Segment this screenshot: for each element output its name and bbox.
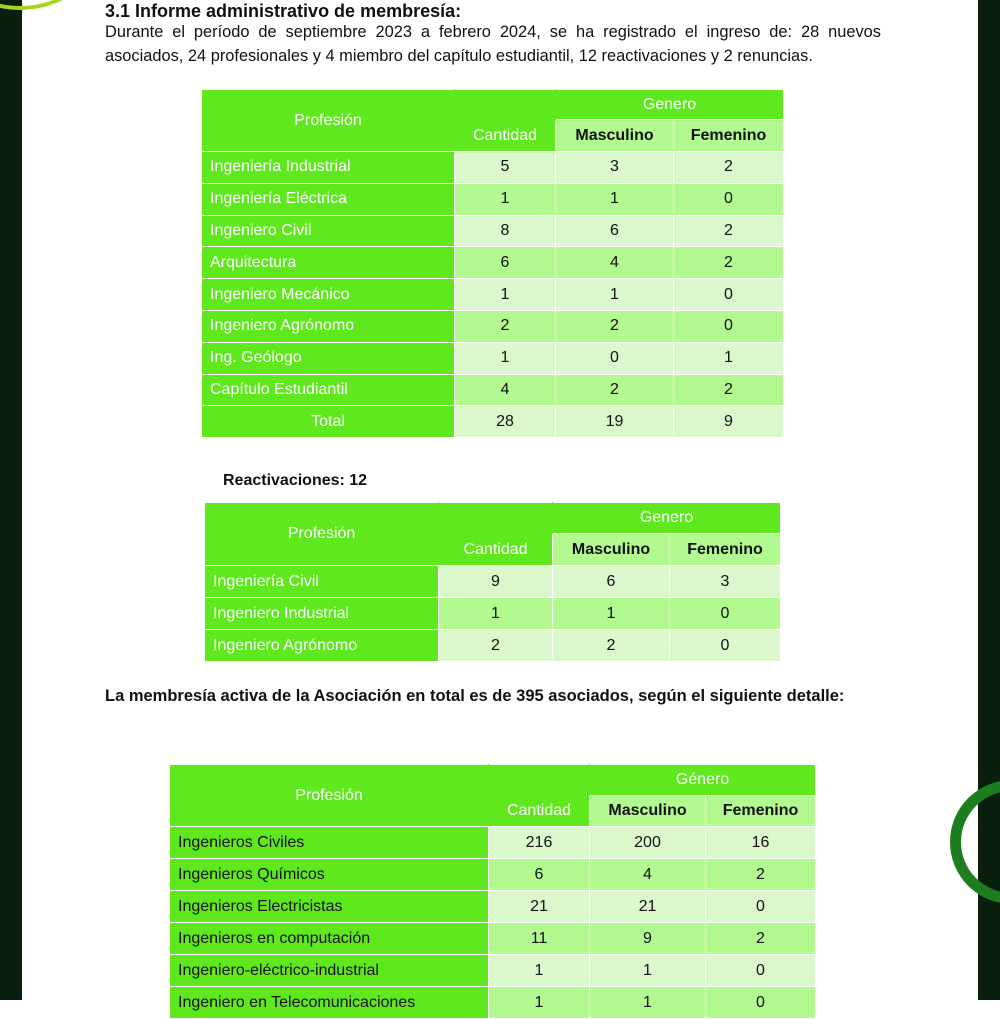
table-row	[202, 279, 784, 311]
female-cell: 16	[706, 827, 816, 859]
female-cell: 2	[674, 247, 784, 279]
header-blank	[455, 90, 556, 120]
female-cell: 0	[706, 891, 816, 923]
active-membership-paragraph: La membresía activa de la Asociación en total es de 395 asociados, según el siguiente detalle:	[105, 687, 845, 705]
quantity-cell: 6	[489, 859, 590, 891]
quantity-cell: 9	[439, 566, 553, 598]
profession-cell: Ingeniería Eléctrica	[202, 183, 455, 215]
male-cell: 3	[556, 152, 674, 184]
reactivations-label: Reactivaciones: 12	[223, 472, 368, 489]
female-cell: 0	[674, 310, 784, 342]
male-cell: 2	[556, 374, 674, 406]
male-cell: 21	[590, 891, 706, 923]
quantity-cell: 4	[455, 374, 556, 406]
decorative-ring	[950, 780, 1000, 904]
female-cell: 2	[674, 152, 784, 184]
header-profession: Profesión	[170, 765, 489, 827]
female-cell: 0	[706, 987, 816, 1019]
header-gender: Género	[590, 765, 816, 796]
female-cell: 2	[674, 215, 784, 247]
quantity-cell: 1	[439, 598, 553, 630]
header-male: Masculino	[590, 796, 706, 827]
reactivations-table	[204, 502, 781, 662]
quantity-cell: 2	[439, 630, 553, 662]
table-row	[202, 183, 784, 215]
header-female: Femenino	[706, 796, 816, 827]
male-cell: 4	[590, 859, 706, 891]
quantity-cell: 1	[455, 183, 556, 215]
female-cell: 0	[670, 630, 781, 662]
total-label: Total	[202, 406, 455, 438]
profession-cell: Ingeniero Agrónomo	[202, 310, 455, 342]
profession-cell: Ingeniero en Telecomunicaciones	[170, 987, 489, 1019]
female-cell: 2	[706, 859, 816, 891]
header-quantity: Cantidad	[489, 796, 590, 827]
table-row	[170, 859, 816, 891]
table-row	[170, 891, 816, 923]
table-row	[170, 955, 816, 987]
header-quantity: Cantidad	[455, 120, 556, 152]
male-cell: 1	[556, 183, 674, 215]
quantity-cell: 216	[489, 827, 590, 859]
profession-cell: Ingenieros Químicos	[170, 859, 489, 891]
male-cell: 2	[556, 310, 674, 342]
profession-cell: Capítulo Estudiantil	[202, 374, 455, 406]
quantity-cell: 8	[455, 215, 556, 247]
total-male: 19	[556, 406, 674, 438]
table-row	[202, 374, 784, 406]
quantity-cell: 1	[455, 279, 556, 311]
male-cell: 0	[556, 342, 674, 374]
table-row	[202, 342, 784, 374]
header-profession: Profesión	[205, 503, 439, 566]
male-cell: 1	[556, 279, 674, 311]
profession-cell: Ingenieros Electricistas	[170, 891, 489, 923]
profession-cell: Ingenieros en computación	[170, 923, 489, 955]
table-row	[202, 247, 784, 279]
profession-cell: Ingeniería Industrial	[202, 152, 455, 184]
table-row	[202, 152, 784, 184]
male-cell: 1	[590, 987, 706, 1019]
male-cell: 1	[553, 598, 670, 630]
header-blank	[439, 503, 553, 534]
male-cell: 1	[590, 955, 706, 987]
total-quantity: 28	[455, 406, 556, 438]
new-members-table	[201, 89, 784, 438]
section-heading: 3.1 Informe administrativo de membresía:	[105, 1, 462, 21]
total-row	[202, 406, 784, 438]
profession-cell: Ingeniería Civil	[205, 566, 439, 598]
table-row	[202, 215, 784, 247]
profession-cell: Ingeniero Agrónomo	[205, 630, 439, 662]
quantity-cell: 1	[489, 955, 590, 987]
profession-cell: Ingeniero Mecánico	[202, 279, 455, 311]
total-female: 9	[674, 406, 784, 438]
profession-cell: Ingeniero-eléctrico-industrial	[170, 955, 489, 987]
header-female: Femenino	[670, 534, 781, 566]
profession-cell: Ingeniero Industrial	[205, 598, 439, 630]
quantity-cell: 2	[455, 310, 556, 342]
quantity-cell: 5	[455, 152, 556, 184]
profession-cell: Ingenieros Civiles	[170, 827, 489, 859]
header-profession: Profesión	[202, 90, 455, 152]
header-male: Masculino	[556, 120, 674, 152]
intro-paragraph: Durante el período de septiembre 2023 a febrero 2024, se ha registrado el ingreso de: 28 nuevos asociados, 24 profesionales y 4 miembro del capítulo estudiantil, 12 reactivaciones y 2 renuncias.	[105, 23, 881, 65]
table-row	[205, 598, 781, 630]
table-row	[205, 630, 781, 662]
header-female: Femenino	[674, 120, 784, 152]
male-cell: 6	[553, 566, 670, 598]
profession-cell: Ingeniero Civil	[202, 215, 455, 247]
male-cell: 200	[590, 827, 706, 859]
female-cell: 2	[674, 374, 784, 406]
header-blank	[489, 765, 590, 796]
female-cell: 2	[706, 923, 816, 955]
table-row	[202, 310, 784, 342]
header-gender: Genero	[556, 90, 784, 120]
female-cell: 0	[674, 183, 784, 215]
quantity-cell: 11	[489, 923, 590, 955]
header-male: Masculino	[553, 534, 670, 566]
table-row	[205, 566, 781, 598]
quantity-cell: 1	[489, 987, 590, 1019]
quantity-cell: 6	[455, 247, 556, 279]
quantity-cell: 1	[455, 342, 556, 374]
header-gender: Genero	[553, 503, 781, 534]
active-membership-table	[169, 764, 816, 1019]
table-row	[170, 923, 816, 955]
female-cell: 0	[674, 279, 784, 311]
header-quantity: Cantidad	[439, 534, 553, 566]
female-cell: 1	[674, 342, 784, 374]
table-row	[170, 827, 816, 859]
left-decorative-bar	[0, 0, 22, 1000]
table-row	[170, 987, 816, 1019]
male-cell: 9	[590, 923, 706, 955]
female-cell: 0	[670, 598, 781, 630]
male-cell: 2	[553, 630, 670, 662]
male-cell: 4	[556, 247, 674, 279]
profession-cell: Ing. Geólogo	[202, 342, 455, 374]
female-cell: 3	[670, 566, 781, 598]
quantity-cell: 21	[489, 891, 590, 923]
female-cell: 0	[706, 955, 816, 987]
decorative-arc	[0, 0, 100, 10]
profession-cell: Arquitectura	[202, 247, 455, 279]
male-cell: 6	[556, 215, 674, 247]
